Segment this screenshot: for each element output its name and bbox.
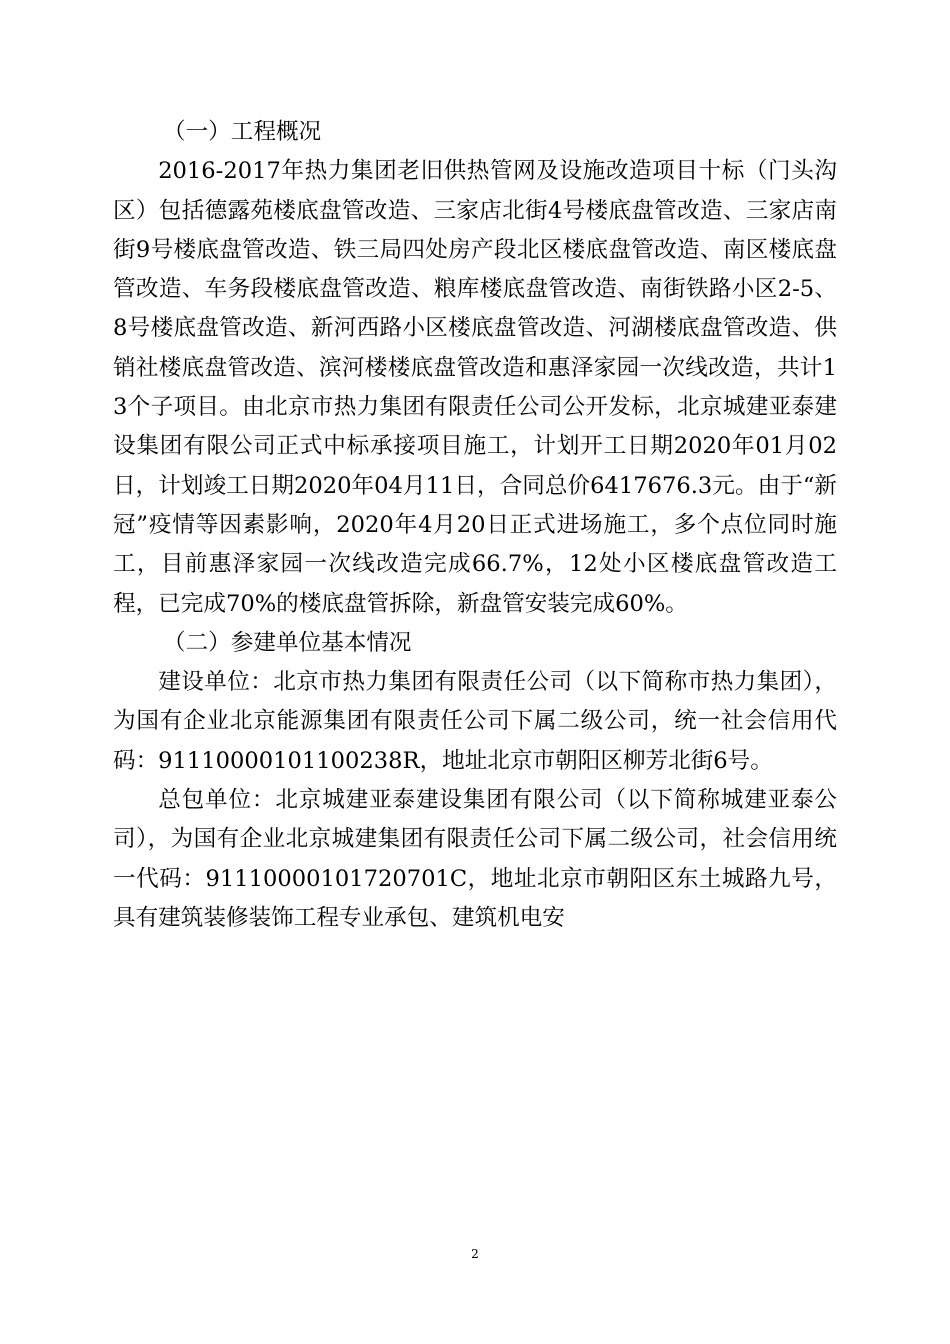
client-unit-paragraph: 建设单位：北京市热力集团有限责任公司（以下简称市热力集团），为国有企业北京能源集团有限责任公司下属二级公司，统一社会信用代码：91110000101100238R，地址北京市朝阳区柳芳北街6号。: [113, 669, 837, 774]
section-heading-overview: （一）工程概况: [163, 119, 322, 145]
overview-paragraph: 2016-2017年热力集团老旧供热管网及设施改造项目十标（门头沟区）包括德露苑楼底盘管改造、三家店北街4号楼底盘管改造、三家店南街9号楼底盘管改造、铁三局四处房产段北区楼底盘管改造、南区楼底盘管改造、车务段楼底盘管改造、粮库楼底盘管改造、南街铁路小区2-5、8号楼底盘管改造、新河西路小区楼底盘管改造、河湖楼底盘管改造、供销社楼底盘管改造、滨河楼楼底盘管改造和惠泽家园一次线改造，共计13个子项目。由北京市热力集团有限责任公司公开发标，北京城建亚泰建设集团有限公司正式中标承接项目施工，计划开工日期2020年01月02日，计划竣工日期2020年04月11日，合同总价6417676.3元。由于“新冠”疫情等因素影响，2020年4月20日正式进场施工，多个点位同时施工，目前惠泽家园一次线改造完成66.7%，12处小区楼底盘管改造工程，已完成70%的楼底盘管拆除，新盘管安装完成60%。: [113, 158, 837, 617]
general-contractor-paragraph: 总包单位：北京城建亚泰建设集团有限公司（以下简称城建亚泰公司），为国有企业北京城建集团有限责任公司下属二级公司，社会信用统一代码：91110000101720701C，地址北京市朝阳区东土城路九号，具有建筑装修装饰工程专业承包、建筑机电安: [113, 787, 837, 931]
document-body: [113, 113, 837, 938]
page-number: 2: [471, 1247, 479, 1261]
section-heading-participants: （二）参建单位基本情况: [163, 629, 412, 656]
